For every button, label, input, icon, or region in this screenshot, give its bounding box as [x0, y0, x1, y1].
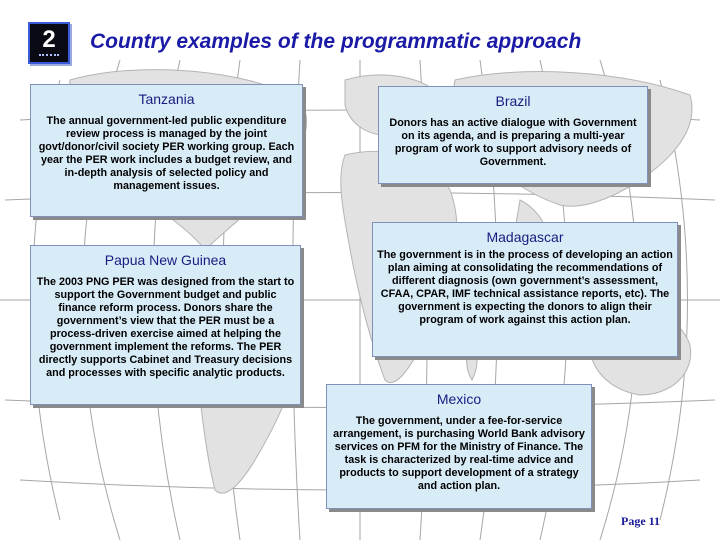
page-title: Country examples of the programmatic approach [90, 30, 582, 53]
country-heading-papua-new-guinea: Papua New Guinea [104, 252, 227, 268]
country-text-mexico: The government, under a fee-for-service arrangement, is purchasing World Bank advisory services on PFM for the Ministry of Finance. The task is characterized by real-time advice and products to support development of a strategy and action plan. [333, 415, 585, 492]
country-text-papua-new-guinea: The 2003 PNG PER was designed from the start to support the Government budget and public finance reform process. Donors share the government’s view that the PER must be a process-driven exercise aimed at helping the government implement the reforms. The PER directly supports Cabinet and Treasury decisions and processes with specific analytic products. [36, 276, 295, 379]
country-text-brazil: Donors has an active dialogue with Government on its agenda, and is preparing a multi-year program of work to support advisory needs of Government. [389, 117, 637, 168]
slide-number: 2 [42, 26, 56, 53]
country-text-madagascar: The government is in the process of developing an action plan aiming at consolidating the recommendations of different diagnosis (own government’s assessment, CFAA, CPAR, IMF technical assistance reports, etc). The government is expecting the donors to align their program of work against this action plan. [377, 249, 673, 326]
country-box-madagascar [372, 222, 678, 357]
country-text-tanzania: The annual government-led public expenditure review process is managed by the joint govt/donor/civil society PER working group. Each year the PER work includes a budget review, and in-depth analysis of selected policy and management issues. [38, 115, 295, 192]
country-box-mexico [326, 384, 592, 509]
country-heading-madagascar: Madagascar [486, 229, 564, 245]
page-number: Page 11 [621, 514, 660, 528]
country-heading-brazil: Brazil [495, 93, 531, 109]
country-box-brazil [378, 86, 648, 184]
country-heading-tanzania: Tanzania [138, 91, 195, 107]
country-heading-mexico: Mexico [436, 391, 482, 407]
badge-dotted-line [39, 54, 59, 56]
country-box-tanzania [30, 84, 303, 217]
country-box-papua-new-guinea [30, 245, 301, 405]
slide-number-badge [28, 22, 70, 64]
